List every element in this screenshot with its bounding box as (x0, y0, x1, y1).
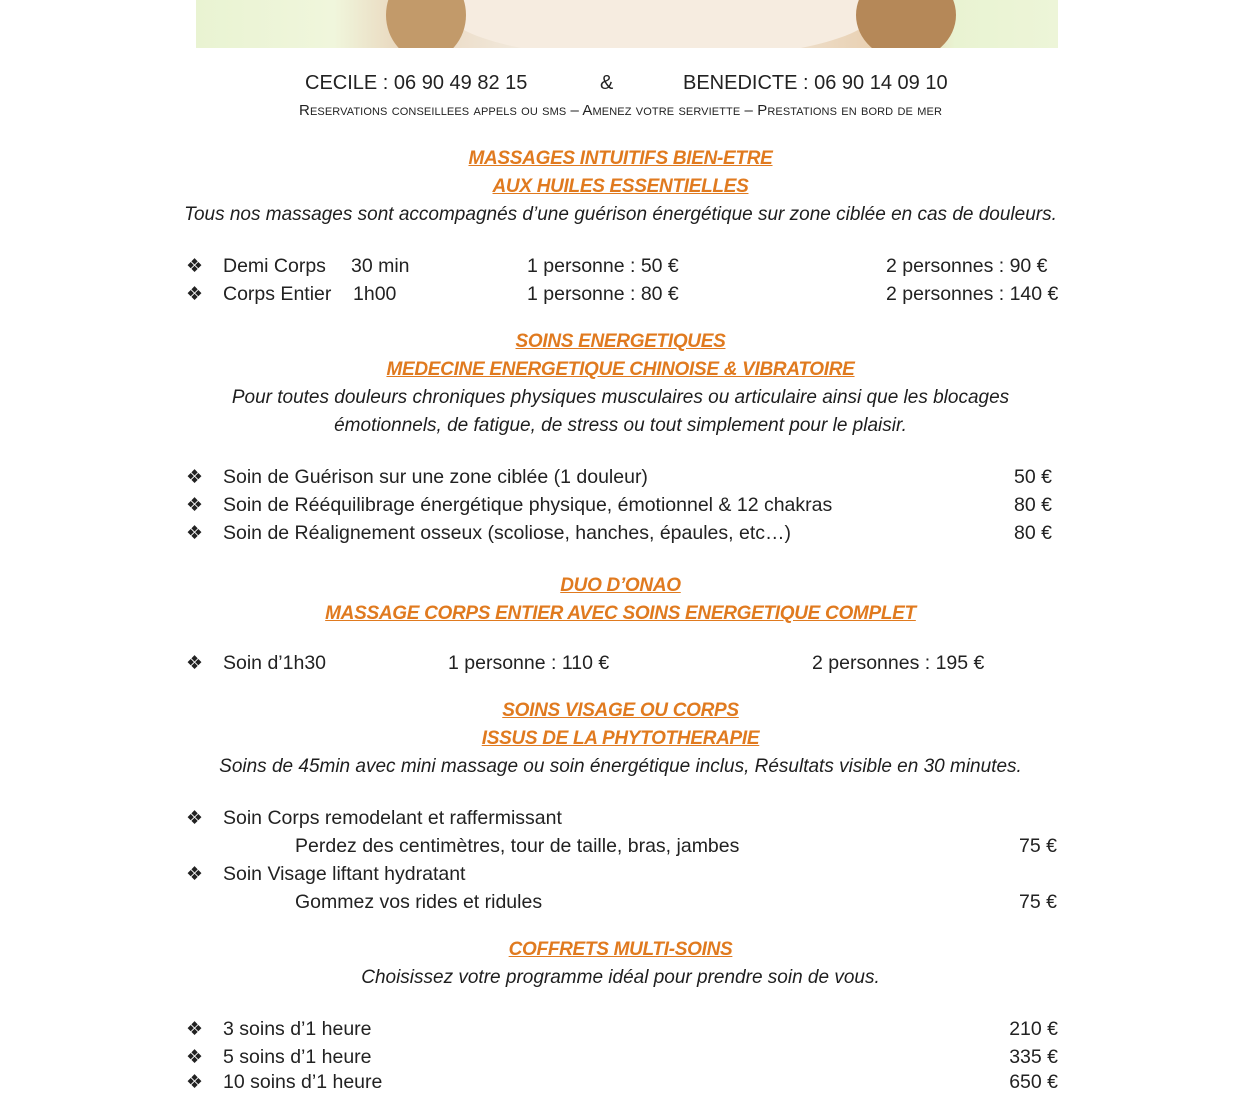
header-photo (196, 0, 1058, 48)
bullet-icon: ❖ (186, 864, 204, 885)
bullet-icon: ❖ (186, 495, 204, 516)
contact-benedicte: BENEDICTE : 06 90 14 09 10 (683, 72, 948, 94)
duo-subtitle: MASSAGE CORPS ENTIER AVEC SOINS ENERGETIQUE COMPLET (325, 603, 916, 624)
visage-subtitle: ISSUS DE LA PHYTOTHERAPIE (481, 728, 760, 749)
contact-cecile: CECILE : 06 90 49 82 15 (305, 72, 528, 94)
reservation-notice: Reservations conseillees appels ou sms – Amenez votre serviette – Prestations en bord de mer (299, 102, 942, 119)
bullet-icon: ❖ (186, 467, 204, 488)
visage-title: SOINS VISAGE OU CORPS (502, 700, 739, 721)
energetique-item-name: Soin de Guérison sur une zone ciblée (1 douleur) (223, 466, 648, 488)
bullet-icon: ❖ (186, 256, 204, 277)
massage-item-price-two: 2 personnes : 90 € (886, 255, 1048, 277)
coffrets-title: COFFRETS MULTI-SOINS (508, 939, 733, 960)
massage-item-name: Corps Entier (223, 283, 332, 305)
coffret-item-name: 3 soins d’1 heure (223, 1018, 372, 1040)
coffret-item-name: 5 soins d’1 heure (223, 1046, 372, 1068)
duo-item-name: Soin d’1h30 (223, 652, 327, 674)
face-shape (446, 0, 876, 48)
bullet-icon: ❖ (186, 808, 204, 829)
energetiques-intro-line1: Pour toutes douleurs chroniques physiques musculaires ou articulaire ainsi que les blocages (231, 387, 1010, 408)
massage-item-duration: 30 min (351, 255, 410, 277)
visage-item-name: Soin Visage liftant hydratant (223, 863, 466, 885)
duo-item-price-two: 2 personnes : 195 € (812, 652, 985, 674)
bullet-icon: ❖ (186, 653, 204, 674)
visage-item-detail: Gommez vos rides et ridules (295, 891, 543, 913)
duo-title: DUO D’ONAO (560, 575, 681, 596)
bullet-icon: ❖ (186, 1047, 204, 1068)
energetique-item-name: Soin de Réalignement osseux (scoliose, hanches, épaules, etc…) (223, 522, 791, 544)
visage-item-price: 75 € (1019, 835, 1057, 857)
visage-item-name: Soin Corps remodelant et raffermissant (223, 807, 562, 829)
coffret-item-name: 10 soins d’1 heure (223, 1071, 383, 1093)
bullet-icon: ❖ (186, 523, 204, 544)
bullet-icon: ❖ (186, 1072, 204, 1093)
coffret-item-price: 210 € (1009, 1018, 1058, 1040)
massage-item-price-one: 1 personne : 50 € (527, 255, 679, 277)
visage-item-price: 75 € (1019, 891, 1057, 913)
energetique-item-name: Soin de Rééquilibrage énergétique physique, émotionnel & 12 chakras (223, 494, 833, 516)
energetiques-subtitle: MEDECINE ENERGETIQUE CHINOISE & VIBRATOIRE (386, 359, 855, 380)
visage-item-detail: Perdez des centimètres, tour de taille, bras, jambes (295, 835, 740, 857)
massage-item-name: Demi Corps (223, 255, 326, 277)
visage-intro: Soins de 45min avec mini massage ou soin énergétique inclus, Résultats visible en 30 minutes. (219, 756, 1022, 777)
coffret-item-price: 650 € (1009, 1071, 1058, 1093)
energetique-item-price: 80 € (1014, 494, 1052, 516)
energetiques-intro-line2: émotionnels, de fatigue, de stress ou tout simplement pour le plaisir. (334, 415, 907, 436)
massage-item-price-two: 2 personnes : 140 € (886, 283, 1059, 305)
coffrets-intro: Choisissez votre programme idéal pour prendre soin de vous. (361, 967, 880, 988)
bullet-icon: ❖ (186, 284, 204, 305)
coffret-item-price: 335 € (1009, 1046, 1058, 1068)
contact-line (0, 72, 1241, 98)
massages-subtitle: AUX HUILES ESSENTIELLES (492, 176, 749, 197)
massage-item-duration: 1h00 (353, 283, 397, 305)
energetiques-title: SOINS ENERGETIQUES (515, 331, 726, 352)
hair-shape-right (856, 0, 956, 48)
massages-intro: Tous nos massages sont accompagnés d’une guérison énergétique sur zone ciblée en cas de douleurs. (184, 204, 1057, 225)
hair-shape-left (386, 0, 466, 48)
contact-separator: & (600, 72, 614, 94)
energetique-item-price: 50 € (1014, 466, 1052, 488)
massage-item-price-one: 1 personne : 80 € (527, 283, 679, 305)
energetique-item-price: 80 € (1014, 522, 1052, 544)
massages-title: MASSAGES INTUITIFS BIEN-ETRE (468, 148, 773, 169)
duo-item-price-one: 1 personne : 110 € (448, 652, 610, 674)
bullet-icon: ❖ (186, 1019, 204, 1040)
